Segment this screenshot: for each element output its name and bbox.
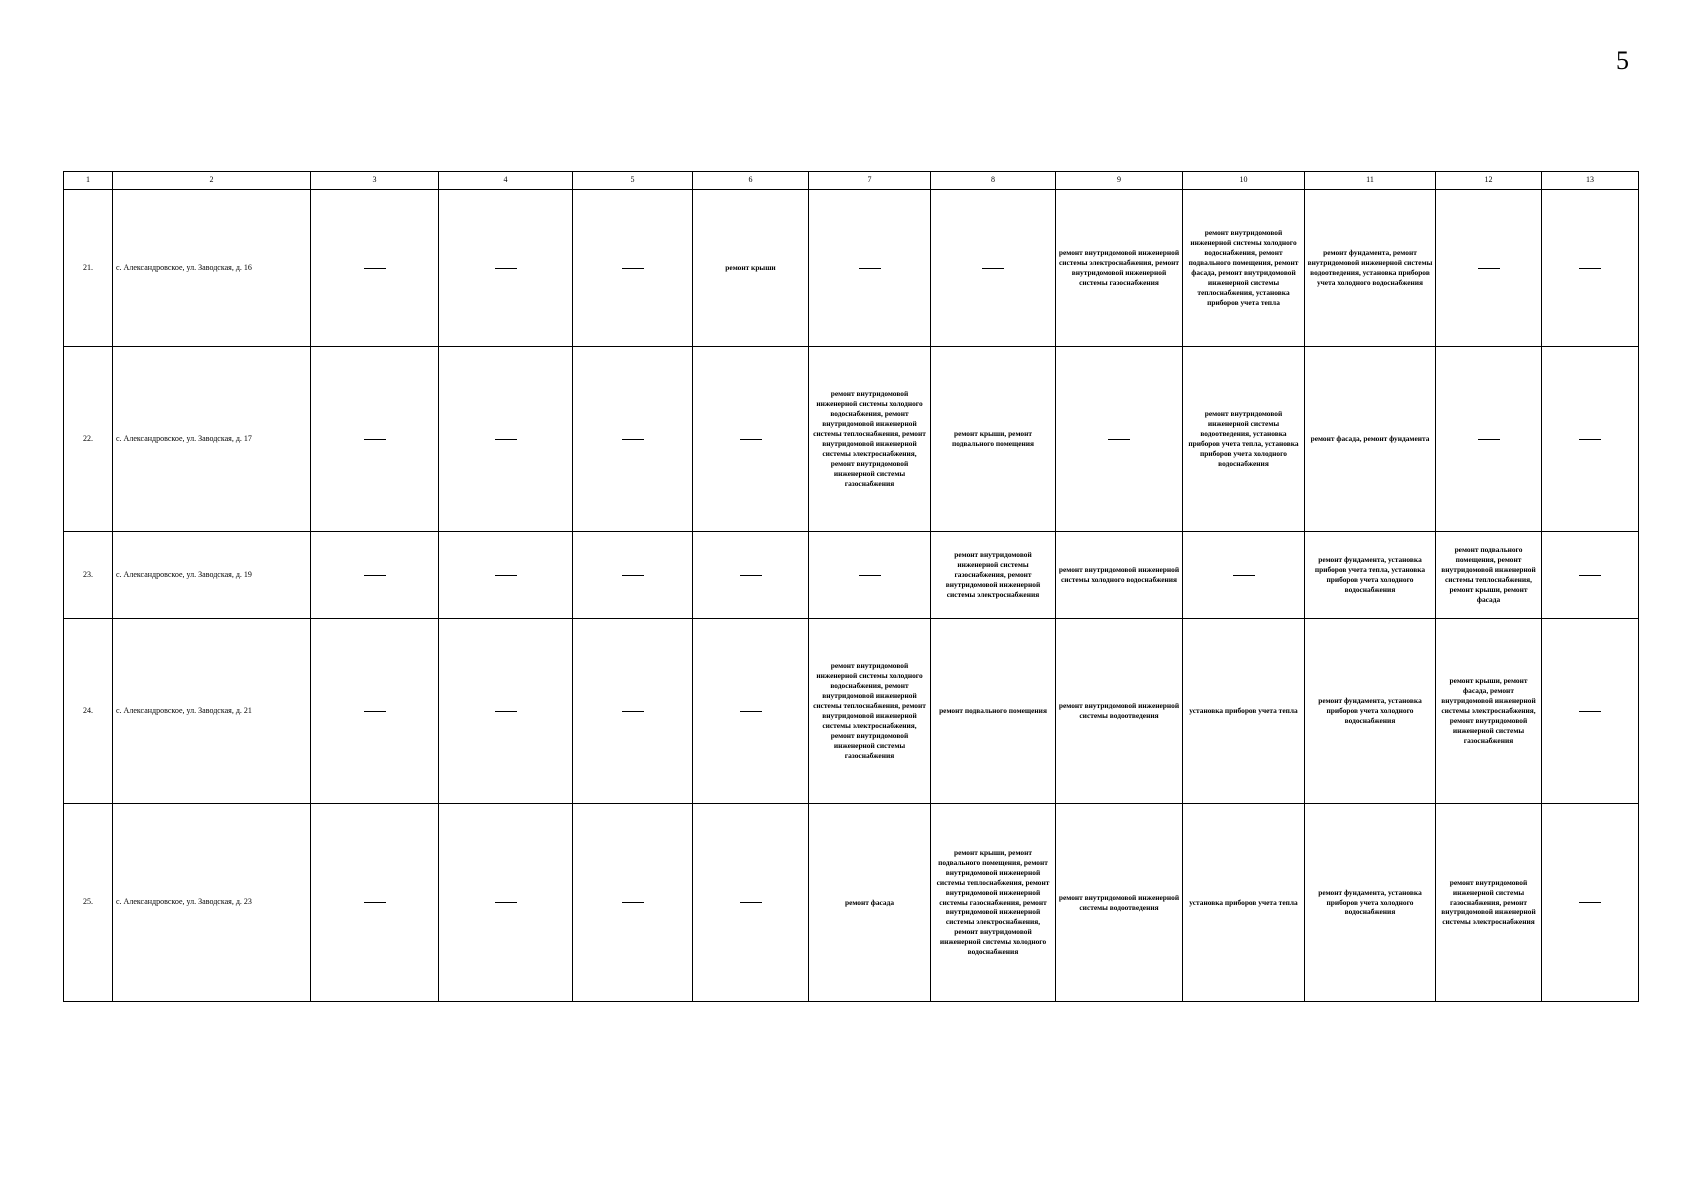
column-number-5: 5 (573, 172, 693, 190)
address-cell: с. Александровское, ул. Заводская, д. 19 (113, 532, 311, 619)
empty-dash-cell (439, 347, 573, 532)
empty-dash-cell (1542, 347, 1639, 532)
dash-mark (495, 711, 517, 712)
dash-mark (495, 575, 517, 576)
column-number-8: 8 (931, 172, 1056, 190)
dash-mark (364, 711, 386, 712)
table-row (64, 804, 1639, 1002)
work-description-cell: ремонт подвального помещения (931, 619, 1056, 804)
work-description-cell: ремонт фасада (809, 804, 931, 1002)
empty-dash-cell (1542, 804, 1639, 1002)
work-description-cell: ремонт внутридомовой инженерной системы водоотведения (1056, 619, 1183, 804)
dash-mark (740, 902, 762, 903)
row-number-cell: 24. (64, 619, 113, 804)
empty-dash-cell (1056, 347, 1183, 532)
dash-mark (740, 711, 762, 712)
dash-mark (495, 902, 517, 903)
empty-dash-cell (1542, 619, 1639, 804)
empty-dash-cell (809, 532, 931, 619)
dash-mark (364, 439, 386, 440)
dash-mark (859, 575, 881, 576)
work-description-cell: ремонт подвального помещения, ремонт внутридомовой инженерной системы теплоснабжения, ремонт крыши, ремонт фасада (1436, 532, 1542, 619)
repair-schedule-table (63, 171, 1639, 1002)
work-description-cell: ремонт внутридомовой инженерной системы газоснабжения, ремонт внутридомовой инженерной системы электроснабжения (1436, 804, 1542, 1002)
work-description-cell: ремонт внутридомовой инженерной системы газоснабжения, ремонт внутридомовой инженерной системы электроснабжения (931, 532, 1056, 619)
empty-dash-cell (693, 532, 809, 619)
page-number: 5 (1616, 46, 1629, 75)
dash-mark (622, 268, 644, 269)
dash-mark (1108, 439, 1130, 440)
dash-mark (740, 439, 762, 440)
work-description-cell: ремонт внутридомовой инженерной системы холодного водоснабжения, ремонт внутридомовой инженерной системы теплоснабжения, ремонт внутридомовой инженерной системы электроснабжения, ремонт внутридомовой инженерной системы газоснабжения (809, 347, 931, 532)
dash-mark (622, 711, 644, 712)
column-number-3: 3 (311, 172, 439, 190)
empty-dash-cell (809, 190, 931, 347)
dash-mark (1478, 439, 1500, 440)
empty-dash-cell (311, 347, 439, 532)
empty-dash-cell (439, 619, 573, 804)
empty-dash-cell (439, 190, 573, 347)
row-number-cell: 21. (64, 190, 113, 347)
empty-dash-cell (311, 190, 439, 347)
work-description-cell: ремонт фундамента, ремонт внутридомовой инженерной системы водоотведения, установка приборов учета холодного водоснабжения (1305, 190, 1436, 347)
work-description-cell: ремонт фундамента, установка приборов учета холодного водоснабжения (1305, 619, 1436, 804)
dash-mark (364, 902, 386, 903)
column-number-row (64, 172, 1639, 190)
empty-dash-cell (439, 804, 573, 1002)
empty-dash-cell (573, 804, 693, 1002)
column-number-2: 2 (113, 172, 311, 190)
dash-mark (1579, 902, 1601, 903)
empty-dash-cell (693, 804, 809, 1002)
empty-dash-cell (439, 532, 573, 619)
work-description-cell: установка приборов учета тепла (1183, 619, 1305, 804)
dash-mark (1579, 711, 1601, 712)
empty-dash-cell (931, 190, 1056, 347)
column-number-1: 1 (64, 172, 113, 190)
empty-dash-cell (1183, 532, 1305, 619)
dash-mark (740, 575, 762, 576)
column-number-7: 7 (809, 172, 931, 190)
row-number-cell: 25. (64, 804, 113, 1002)
dash-mark (1478, 268, 1500, 269)
empty-dash-cell (573, 190, 693, 347)
work-description-cell: ремонт крыши (693, 190, 809, 347)
work-description-cell: ремонт фасада, ремонт фундамента (1305, 347, 1436, 532)
dash-mark (622, 902, 644, 903)
dash-mark (1233, 575, 1255, 576)
column-number-11: 11 (1305, 172, 1436, 190)
dash-mark (1579, 439, 1601, 440)
dash-mark (364, 575, 386, 576)
dash-mark (622, 575, 644, 576)
column-number-9: 9 (1056, 172, 1183, 190)
table-row (64, 347, 1639, 532)
work-description-cell: ремонт внутридомовой инженерной системы холодного водоснабжения, ремонт подвального помещения, ремонт фасада, ремонт внутридомовой инженерной системы теплоснабжения, установка приборов учета тепла (1183, 190, 1305, 347)
dash-mark (364, 268, 386, 269)
work-description-cell: ремонт внутридомовой инженерной системы водоотведения, установка приборов учета тепла, установка приборов учета холодного водоснабжения (1183, 347, 1305, 532)
dash-mark (495, 268, 517, 269)
table-row (64, 190, 1639, 347)
empty-dash-cell (1542, 532, 1639, 619)
work-description-cell: ремонт внутридомовой инженерной системы электроснабжения, ремонт внутридомовой инженерной системы газоснабжения (1056, 190, 1183, 347)
dash-mark (495, 439, 517, 440)
empty-dash-cell (311, 532, 439, 619)
work-description-cell: ремонт крыши, ремонт подвального помещения (931, 347, 1056, 532)
work-description-cell: ремонт внутридомовой инженерной системы водоотведения (1056, 804, 1183, 1002)
table-row (64, 532, 1639, 619)
work-description-cell: ремонт внутридомовой инженерной системы холодного водоснабжения, ремонт внутридомовой инженерной системы теплоснабжения, ремонт внутридомовой инженерной системы электроснабжения, ремонт внутридомовой инженерной системы газоснабжения (809, 619, 931, 804)
column-number-10: 10 (1183, 172, 1305, 190)
address-cell: с. Александровское, ул. Заводская, д. 23 (113, 804, 311, 1002)
empty-dash-cell (1542, 190, 1639, 347)
empty-dash-cell (311, 619, 439, 804)
work-description-cell: ремонт фундамента, установка приборов учета холодного водоснабжения (1305, 804, 1436, 1002)
address-cell: с. Александровское, ул. Заводская, д. 16 (113, 190, 311, 347)
row-number-cell: 23. (64, 532, 113, 619)
work-description-cell: установка приборов учета тепла (1183, 804, 1305, 1002)
empty-dash-cell (693, 347, 809, 532)
column-number-12: 12 (1436, 172, 1542, 190)
work-description-cell: ремонт фундамента, установка приборов учета тепла, установка приборов учета холодного водоснабжения (1305, 532, 1436, 619)
column-number-4: 4 (439, 172, 573, 190)
empty-dash-cell (693, 619, 809, 804)
dash-mark (1579, 268, 1601, 269)
dash-mark (859, 268, 881, 269)
empty-dash-cell (573, 347, 693, 532)
dash-mark (1579, 575, 1601, 576)
empty-dash-cell (1436, 190, 1542, 347)
table-body (64, 172, 1639, 1002)
empty-dash-cell (1436, 347, 1542, 532)
work-description-cell: ремонт крыши, ремонт подвального помещения, ремонт внутридомовой инженерной системы теплоснабжения, ремонт внутридомовой инженерной системы газоснабжения, ремонт внутридомовой инженерной системы электроснабжения, ремонт внутридомовой инженерной системы холодного водоснабжения (931, 804, 1056, 1002)
row-number-cell: 22. (64, 347, 113, 532)
table-row (64, 619, 1639, 804)
column-number-13: 13 (1542, 172, 1639, 190)
work-description-cell: ремонт внутридомовой инженерной системы холодного водоснабжения (1056, 532, 1183, 619)
dash-mark (622, 439, 644, 440)
address-cell: с. Александровское, ул. Заводская, д. 17 (113, 347, 311, 532)
empty-dash-cell (573, 532, 693, 619)
column-number-6: 6 (693, 172, 809, 190)
empty-dash-cell (311, 804, 439, 1002)
dash-mark (982, 268, 1004, 269)
work-description-cell: ремонт крыши, ремонт фасада, ремонт внутридомовой инженерной системы электроснабжения, ремонт внутридомовой инженерной системы газоснабжения (1436, 619, 1542, 804)
empty-dash-cell (573, 619, 693, 804)
address-cell: с. Александровское, ул. Заводская, д. 21 (113, 619, 311, 804)
